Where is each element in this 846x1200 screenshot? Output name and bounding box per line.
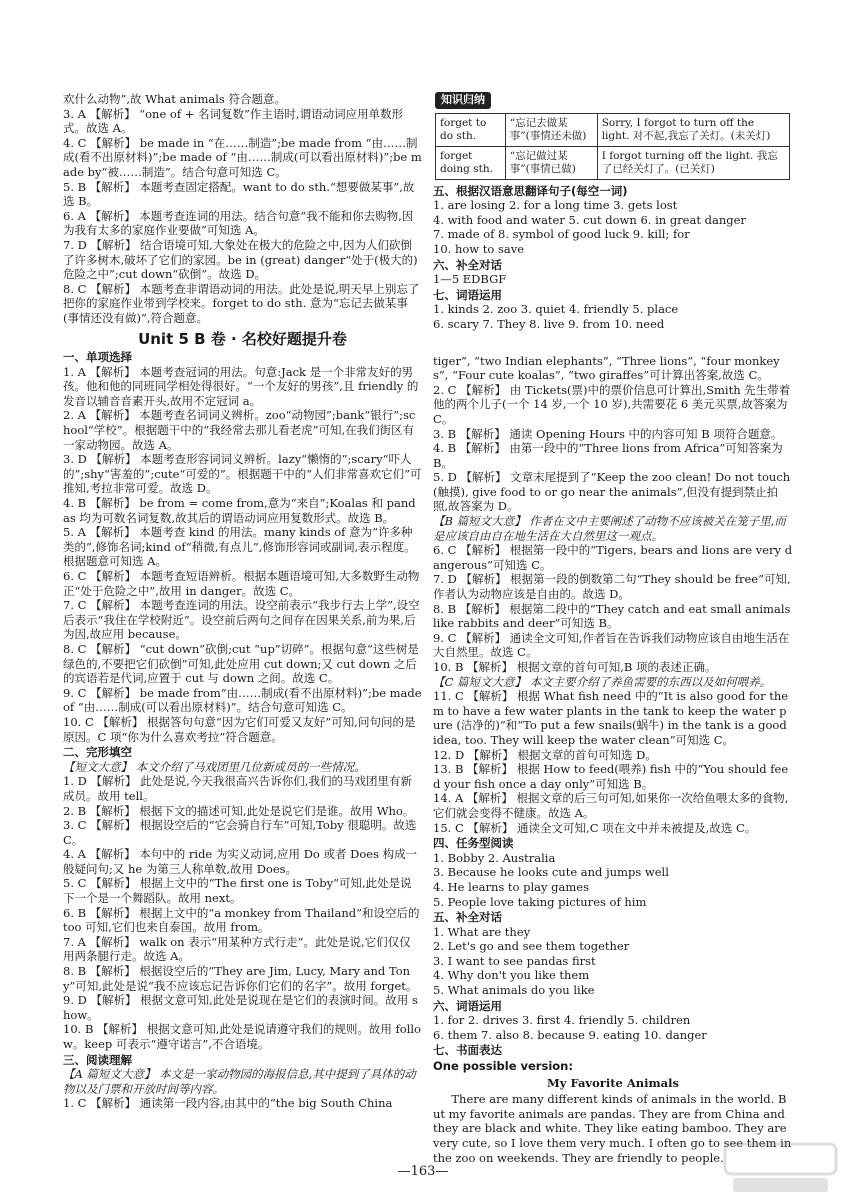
answer-line: 1. D 【解析】 此处是说,今天我很高兴告诉你们,我们的马戏团里有新成员。故用 tell。 (63, 774, 412, 803)
answer-line: 12. D 【解析】 根据文章的首句可知选 D。 (433, 747, 657, 762)
answer-line: 2. Let's go and see them together (433, 939, 630, 954)
answer-line: 6. scary 7. They 8. live 9. from 10. need (433, 316, 665, 331)
answer-line: 【短文大意】 本文介绍了马戏团里几位新成员的一些情况。 (63, 759, 366, 774)
answer-line: 5. B 【解析】 本题考查固定搭配。want to do sth.“想要做某事”,故选 B。 (63, 179, 415, 209)
section-heading: 二、完形填空 (63, 745, 132, 760)
essay-body: There are many different kinds of animals in the world. But my favorite animals are pandas. They are from China and they are black and white. They like eating bamboo. They are very cute, so I love them very much. I often go to see them in the zoo on weekends. They are friendly to people. (433, 1092, 792, 1165)
answer-line: 10. C 【解析】 根据答句句意“因为它们可爱又友好”可知,问句问的是原因。C 项“你为什么喜欢考拉”符合题意。 (63, 714, 416, 744)
right-column (433, 92, 793, 1165)
answer-block-bottom-left (63, 350, 422, 1111)
section-heading: 六、补全对话 (433, 257, 502, 272)
section-heading: 五、补全对话 (433, 910, 502, 925)
knowledge-badge: 知识归纳 (435, 92, 491, 109)
answer-line: 4. C 【解析】 be made in “在……制造”;be made from “由……制成(看不出原材料)”;be made of “由……制成(可以看出原材料)”;be made by“被……制造”。结合句意可知选 C。 (63, 135, 422, 179)
answer-line: 9. C 【解析】 be made from“由……制成(看不出原材料)”;be made of “由……制成(可以看出原材料)”。结合句意可知选 C。 (63, 685, 422, 715)
answer-line: 13. B 【解析】 根据 How to feed(喂养) fish 中的“You should feed your fish once a day only”可知选 B。 (433, 762, 789, 791)
answer-line: 7. D 【解析】 根据第一段的倒数第二句“They should be free”可知,作者认为动物应该是自由的。故选 D。 (433, 572, 791, 602)
answer-line: 5. People love taking pictures of him (433, 894, 647, 909)
answer-line: 3. C 【解析】 根据设空后的“它会骑自行车”可知,Toby 很聪明。故选 C。 (63, 818, 417, 847)
answer-line: 10. how to save (433, 241, 525, 256)
answer-line: 7. made of 8. symbol of good luck 9. kill; for (433, 227, 690, 242)
spacer (433, 332, 793, 354)
answer-line: 4. with food and water 5. cut down 6. in great danger (433, 212, 746, 227)
answer-line: 8. B 【解析】 根据第二段中的“They catch and eat small animals like rabbits and deer”可知选 B。 (433, 601, 791, 631)
section-heading: 六、词语运用 (433, 998, 502, 1013)
knowledge-row (436, 146, 790, 179)
answer-line: 7. C 【解析】 本题考查连词的用法。设空前表示“我步行去上学”,设空后表示“我住在学校附近”。设空前后两句之间存在因果关系,前为果,后为因,故应用 because。 (63, 598, 420, 642)
essay-title: My Favorite Animals (547, 1075, 679, 1090)
answer-line: 10. B 【解析】 根据文意可知,此处是说请遵守我们的规则。故用 follow。keep 可表示“遵守诺言”,不合语境。 (63, 1022, 421, 1051)
knowledge-cell: forget doing sth. (436, 146, 506, 179)
answer-line: 5. A 【解析】 本题考查 kind 的用法。many kinds of 意为“许多种类的”,修饰名词;kind of“稍微,有点儿”,修饰形容词或副词,表示程度。根据题意可知选 A。 (63, 525, 416, 569)
answer-line: 【B 篇短文大意】 作者在文中主要阐述了动物不应该被关在笼子里,而是应该自由自在地生活在大自然里这一观点。 (433, 514, 786, 543)
answer-line: 7. A 【解析】 walk on 表示“用某种方式行走”。此处是说,它们仅仅用两条腿行走。故选 A。 (63, 934, 411, 964)
answer-line: 1. kinds 2. zoo 3. quiet 4. friendly 5. place (433, 302, 679, 317)
knowledge-cell: “忘记做过某事”(事情已做) (505, 146, 597, 179)
answer-line: 3. B 【解析】 通读 Opening Hours 中的内容可知 B 项符合题意。 (433, 426, 783, 441)
answer-line: 6. C 【解析】 本题考查短语辨析。根据本题语境可知,大多数野生动物正“处于危险之中”,故用 in danger。故选 C。 (63, 569, 420, 598)
knowledge-cell: Sorry, I forgot to turn off the light. 对不起,我忘了关灯。(未关灯) (597, 113, 789, 146)
answer-line: 3. A 【解析】 “one of + 名词复数”作主语时,谓语动词应用单数形式。故选 A。 (63, 106, 404, 136)
answer-line: 10. B 【解析】 根据文章的首句可知,B 项的表述正确。 (433, 660, 717, 674)
answer-line: 1. are losing 2. for a long time 3. gets lost (433, 198, 678, 213)
answer-block-top-left (63, 92, 422, 326)
answer-line: 1. for 2. drives 3. first 4. friendly 5. children (433, 1013, 691, 1028)
answer-line: 1—5 EDBGF (433, 272, 507, 287)
knowledge-row (436, 113, 790, 146)
answer-line: 8. B 【解析】 根据设空后的“They are Jim, Lucy, Mary and Tony”可知,此处是说“我不应该忘记告诉你们它们的名字”。故用 forget。 (63, 964, 418, 993)
answer-line: 4. A 【解析】 本句中的 ride 为实义动词,应用 Do 或者 Does 构成一般疑问句;又 he 为第三人称单数,故用 Does。 (63, 847, 418, 876)
answer-line: 3. Because he looks cute and jumps well (433, 865, 669, 880)
answer-line: 15. C 【解析】 通读全文可知,C 项在文中并未被提及,故选 C。 (433, 820, 757, 835)
answer-line: 1. What are they (433, 924, 531, 939)
answer-line: 4. He learns to play games (433, 879, 589, 894)
answer-line: 2. C 【解析】 由 Tickets(票)中的票价信息可计算出,Smith 先生带着他的两个儿子(一个 14 岁,一个 10 岁),共需要花 6 美元买票,故答案为 C。 (433, 382, 791, 426)
section-heading: 三、阅读理解 (63, 1052, 132, 1067)
watermark-logo (723, 1140, 838, 1195)
answer-line: 8. C 【解析】 本题考查非谓语动词的用法。此处是说,明天早上别忘了把你的家庭作业带到学校来。forget to do sth. 意为“忘记去做某事(事情还没有做)”,符合题意。 (63, 281, 420, 325)
section-heading: 五、根据汉语意思翻译句子(每空一词) (433, 183, 628, 198)
answer-block-bottom-right (433, 354, 793, 1074)
answer-block-top-right (433, 184, 793, 332)
answer-line: 6. B 【解析】 根据上文中的“a monkey from Thailand”和设空后的 too 可知,它们也来自泰国。故用 from。 (63, 905, 420, 935)
answer-line: 4. B 【解析】 be from = come from,意为“来自”;Koalas 和 pandas 均为可数名词复数,故其后的谓语动词应用复数形式。故选 B。 (63, 496, 416, 525)
left-column (63, 92, 422, 1142)
answer-line: 1. C 【解析】 通读第一段内容,由其中的“the big South China (63, 1096, 393, 1111)
unit-title: Unit 5 B 卷 · 名校好题提升卷 (138, 329, 347, 348)
answer-line: 【A 篇短文大意】 本文是一家动物园的海报信息,其中提到了具体的动物以及门票和开放时间等内容。 (63, 1067, 416, 1096)
answer-line: 1. A 【解析】 本题考查冠词的用法。句意:Jack 是一个非常友好的男孩。他和他的同班同学相处得很好。“一个友好的男孩”,且 friendly 的发音以辅音音素开头,故用不定冠词 a。 (63, 364, 419, 408)
answer-line: 5. What animals do you like (433, 983, 595, 998)
section-heading: 四、任务型阅读 (433, 836, 514, 851)
answer-line: 5. D 【解析】 文章末尾提到了“Keep the zoo clean! Do not touch (触摸), give food to or go near the animals”,但没有提到禁止拍照,故答案为 D。 (433, 470, 791, 514)
answer-line: 5. C 【解析】 根据上文中的“The first one is Toby”可知,此处是说下一个是一个舞蹈队。故用 next。 (63, 876, 412, 906)
knowledge-table (435, 113, 790, 180)
answer-line: 3. D 【解析】 本题考查形容词词义辨析。lazy“懒惰的”;scary“吓人的”;shy“害羞的”;cute“可爱的”。根据题干中的“人们非常喜欢它们”可推知,考拉非常可爱。故选 D。 (63, 452, 422, 496)
answer-line: 6. C 【解析】 根据第一段中的“Tigers, bears and lions are very dangerous”可知选 C。 (433, 543, 793, 572)
answer-line: 欢什么动物”,故 What animals 符合题意。 (63, 92, 286, 106)
answer-line: 9. D 【解析】 根据文意可知,此处是说现在是它们的表演时间。故用 show。 (63, 993, 418, 1022)
knowledge-cell: “忘记去做某事”(事情还未做) (505, 113, 597, 146)
answer-line: 1. Bobby 2. Australia (433, 850, 556, 865)
section-heading: 七、词语运用 (433, 287, 502, 302)
section-heading: 七、书面表达 (433, 1043, 502, 1058)
answer-line: 2. B 【解析】 根据下文的描述可知,此处是说它们是谁。故用 Who。 (63, 803, 415, 818)
answer-line: 11. C 【解析】 根据 What fish need 中的“It is also good for them to have a few water plants in the tank to keep the water pure (洁净的)”和“To put a few snails(蜗牛) in the tank is a good idea, too. They will keep the water clean”可知选 C。 (433, 689, 789, 747)
answer-line: 9. C 【解析】 通读全文可知,作者旨在告诉我们动物应该自由地生活在大自然里。故选 C。 (433, 630, 790, 660)
answer-line: 2. A 【解析】 本题考查名词词义辨析。zoo“动物园”;bank“银行”;school“学校”。根据题干中的“我经常去那儿看老虎”可知,在我们街区有一家动物园。故选 A。 (63, 408, 416, 452)
answer-line: 4. B 【解析】 由第一段中的“Three lions from Africa”可知答案为 B。 (433, 441, 783, 470)
section-heading: One possible version: (433, 1059, 573, 1074)
answer-line: 4. Why don't you like them (433, 968, 590, 983)
answer-line: 7. D 【解析】 结合语境可知,大象处在极大的危险之中,因为人们砍倒了许多树木,破坏了它们的家园。be in (great) danger“处于(极大的)危险之中”;cut down“砍倒”。故选 D。 (63, 237, 418, 282)
answer-line: 8. C 【解析】 “cut down”砍倒;cut “up”切碎”。根据句意“这些树是绿色的,不要把它们砍倒”可知,此处应用 cut down;又 cut down 之后的宾语若是代词,应置于 cut 与 down 之间。故选 C。 (63, 641, 419, 686)
answer-line: tiger”, “two Indian elephants”, “Three lions”, “four monkeys”, “Four cute koalas”, “two giraffes”可计算出答案,故选 C。 (433, 353, 780, 383)
section-heading: 一、单项选择 (63, 350, 132, 365)
answer-line: 14. A 【解析】 根据文章的后三句可知,如果你一次给鱼喂太多的食物,它们就会变得不健康。故选 A。 (433, 791, 789, 820)
answer-line: 3. I want to see pandas first (433, 953, 596, 968)
knowledge-summary (433, 92, 793, 180)
answer-line: 【C 篇短文大意】 本文主要介绍了养鱼需要的东西以及如何喂养。 (433, 674, 772, 689)
answer-line: 6. them 7. also 8. because 9. eating 10. danger (433, 1027, 707, 1042)
page-number: —163— (397, 1164, 449, 1179)
answer-line: 6. A 【解析】 本题考查连词的用法。结合句意“我不能和你去购物,因为我有太多的家庭作业要做”可知选 A。 (63, 208, 414, 238)
knowledge-cell: I forgot turning off the light. 我忘了已经关灯了。(已关灯) (597, 146, 789, 179)
knowledge-cell: forget to do sth. (436, 113, 506, 146)
